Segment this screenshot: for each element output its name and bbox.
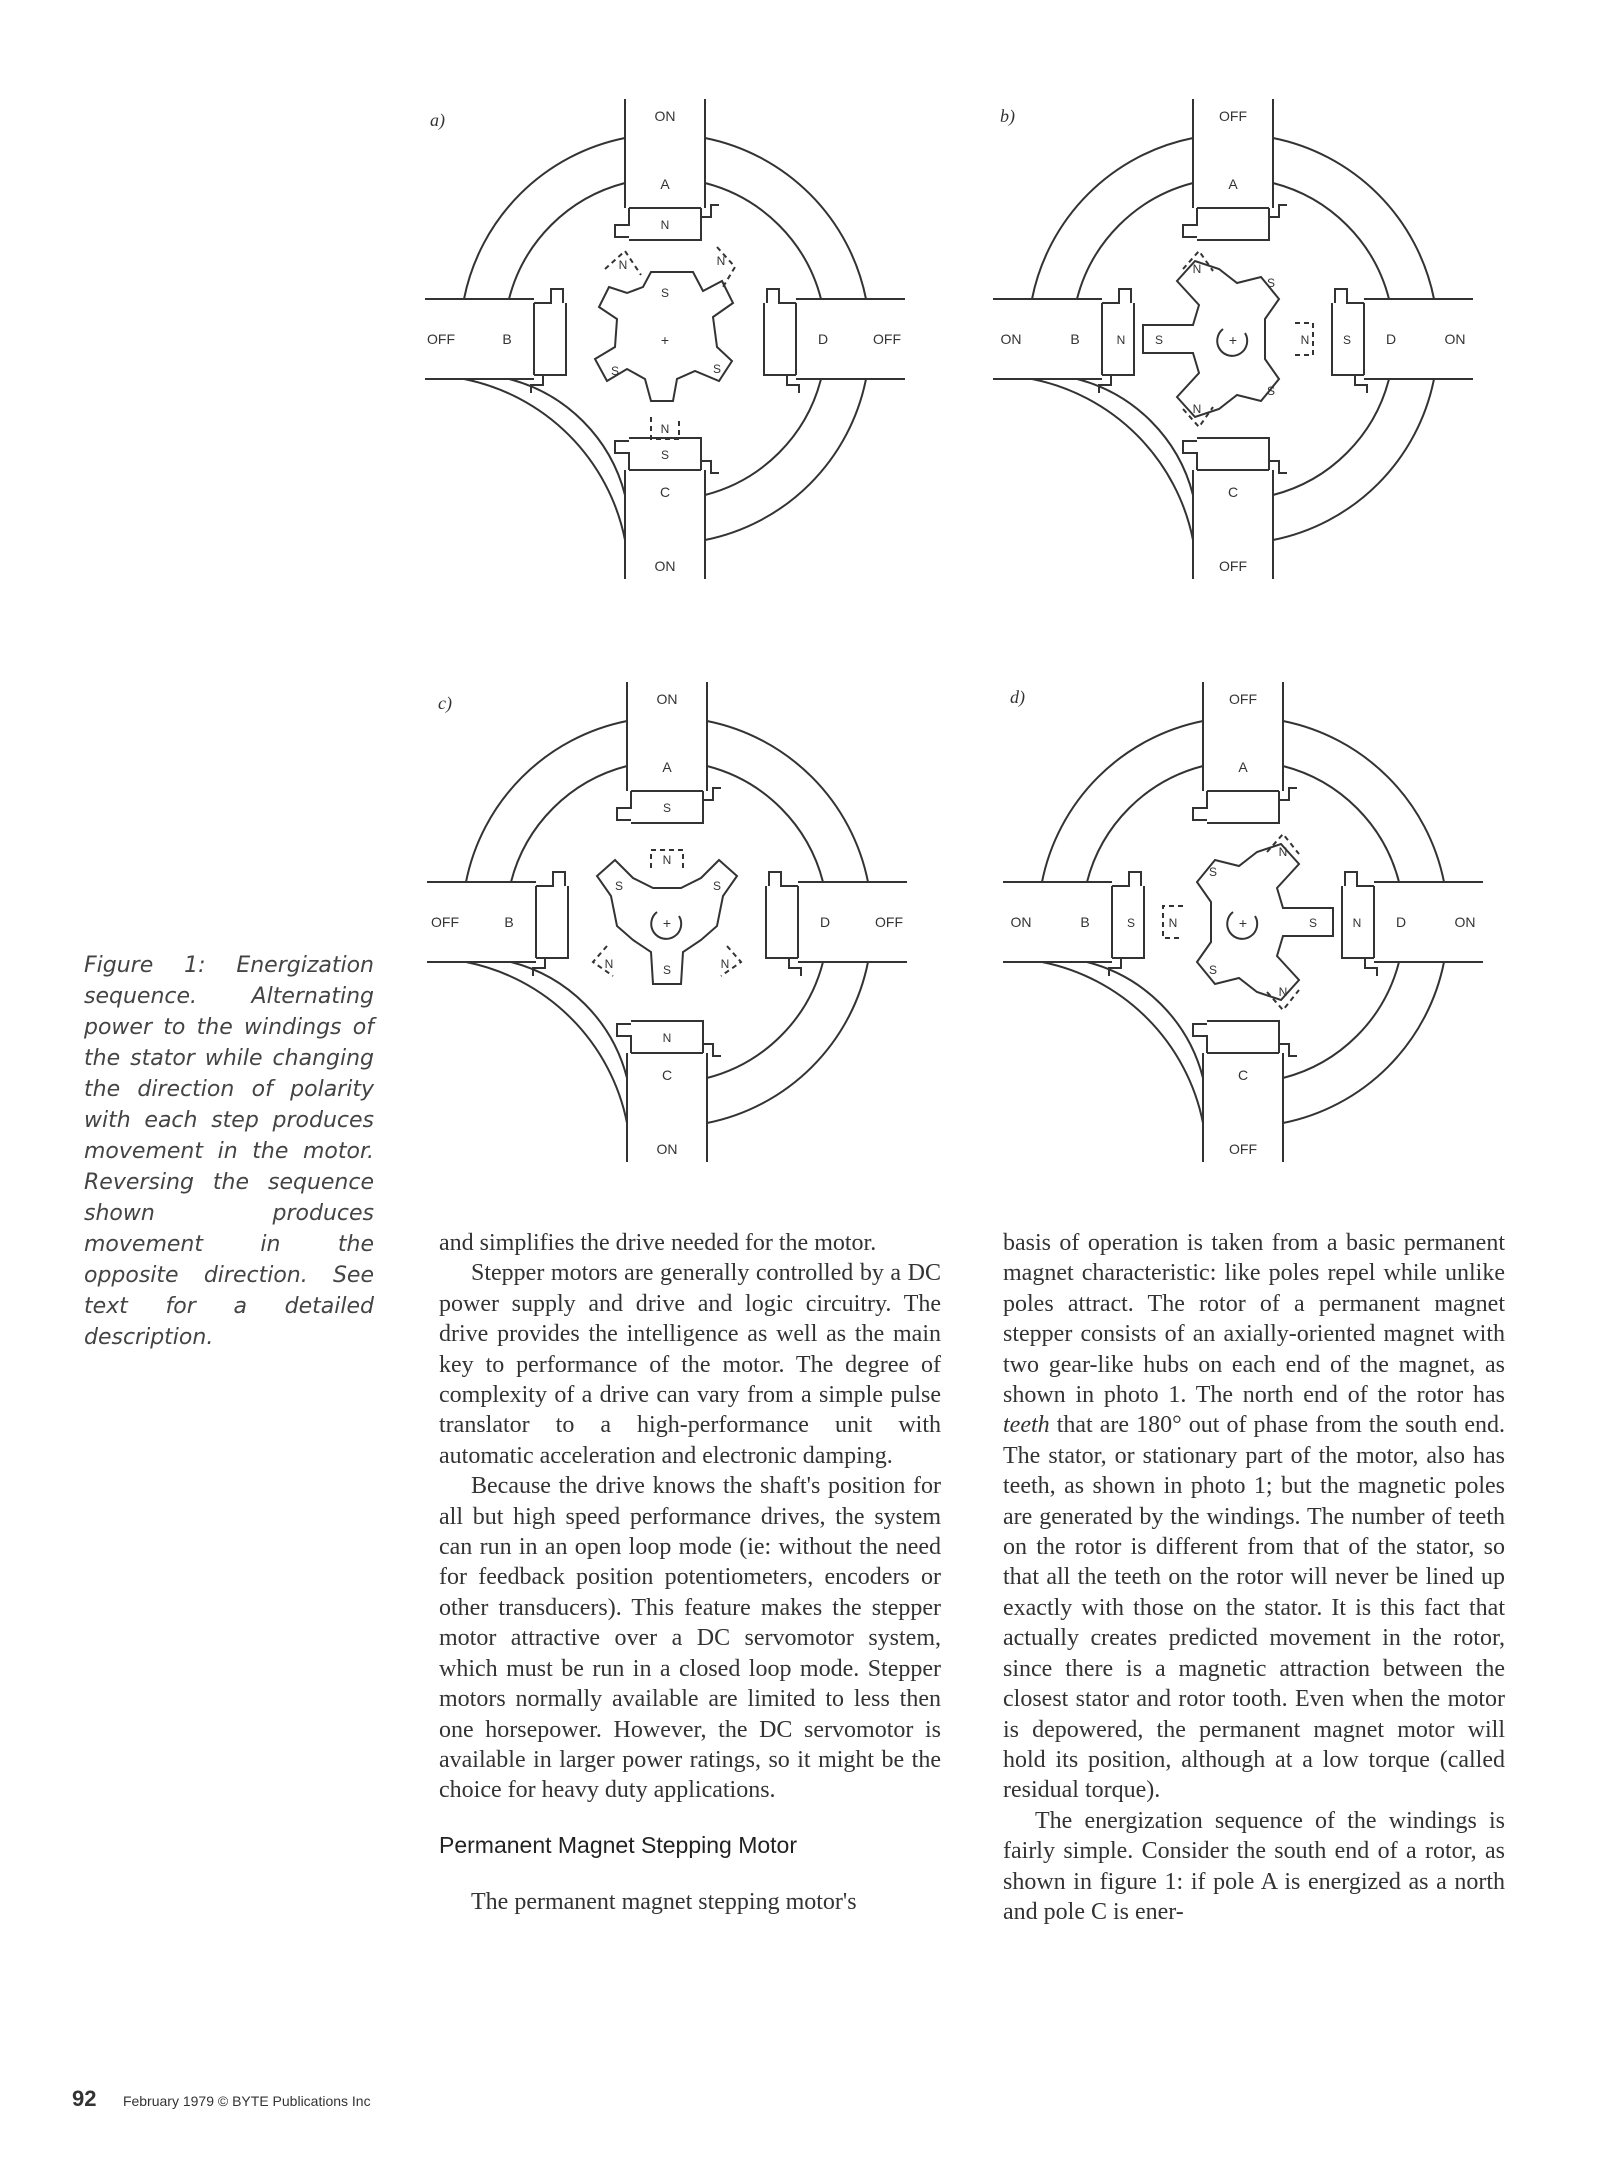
label-a-top: ON	[654, 108, 676, 124]
rotor-n-bottom: N	[1278, 985, 1288, 999]
pole-name-d: D	[819, 914, 831, 930]
rotor-left: S	[610, 364, 620, 378]
paragraph: The permanent magnet stepping motor's	[471, 1889, 857, 1916]
center-mark: +	[662, 915, 672, 931]
pole-name-b: B	[1080, 914, 1090, 930]
pole-name-a: A	[1228, 176, 1238, 192]
pole-name-b: B	[1070, 331, 1080, 347]
pole-polarity-c: N	[662, 1031, 672, 1045]
rotor-left: S	[1208, 963, 1218, 977]
figure-panel-a	[425, 99, 905, 579]
pole-name-a: A	[1238, 759, 1248, 775]
rotor-n-left: N	[604, 957, 614, 971]
panel-letter-a: a)	[430, 110, 445, 130]
pole-polarity-b: S	[1126, 916, 1136, 930]
paragraph: The energization sequence of the windings is fairly simple. Consider the south end of a rotor, as shown in figure 1: if pole A is energized as a north and pole C is ener-	[1003, 1807, 1505, 1925]
pole-polarity-a: N	[660, 218, 670, 232]
pole-name-b: B	[504, 914, 514, 930]
pole-name-c: C	[1227, 484, 1239, 500]
rotor-n-top-right: N	[716, 254, 726, 268]
label-b-left: OFF	[431, 914, 459, 930]
paragraph	[1003, 1228, 1505, 1806]
rotor-top: S	[614, 879, 624, 893]
pole-name-a: A	[662, 759, 672, 775]
rotor-top: S	[1208, 865, 1218, 879]
section-heading: Permanent Magnet Stepping Motor	[439, 1831, 797, 1858]
figure-panel-d	[1003, 682, 1483, 1162]
rotor-right: S	[1266, 384, 1276, 398]
pole-name-d: D	[1385, 331, 1397, 347]
pole-polarity-d: S	[1342, 333, 1352, 347]
label-b-left: ON	[1000, 331, 1022, 347]
label-a-top: ON	[656, 691, 678, 707]
rotor-right: S	[712, 879, 722, 893]
rotor-top: S	[660, 286, 670, 300]
pole-name-d: D	[817, 331, 829, 347]
page-number: 92	[72, 2086, 97, 2111]
label-c-bottom: ON	[656, 1141, 678, 1157]
rotor-top: S	[1266, 276, 1276, 290]
label-b-left: ON	[1010, 914, 1032, 930]
label-d-right: ON	[1444, 331, 1466, 347]
paragraph: and simplifies the drive needed for the motor.	[439, 1230, 877, 1256]
label-b-left: OFF	[427, 331, 455, 347]
rotor-n-top-left: N	[618, 258, 628, 272]
rotor-n-top: N	[662, 853, 672, 867]
pole-name-c: C	[1237, 1067, 1249, 1083]
rotor-right: S	[1308, 916, 1318, 930]
label-c-bottom: OFF	[1219, 558, 1247, 574]
center-mark: +	[1238, 915, 1248, 931]
copyright-line: February 1979 © BYTE Publications Inc	[122, 2093, 371, 2109]
rotor-left: S	[662, 963, 672, 977]
page-footer	[72, 2086, 371, 2112]
rotor-n-right: N	[1300, 333, 1310, 347]
paragraph-part: that are 180° out of phase from the south end. The stator, or stationary part of the motor, also has teeth, as shown in photo 1; but the magnetic poles are generated by the windings. The number of teeth on the rotor is different from that of the stator, so that all the teeth on the rotor will never be lined up exactly with those on the stator. It is this fact that actually creates predicted movement in the rotor, since there is a magnetic attraction between the closest stator and rotor tooth. Even when the motor is depowered, the permanent magnet motor will hold its position, although at a low torque (called residual torque).	[1003, 1412, 1505, 1804]
pole-name-c: C	[659, 484, 671, 500]
panel-letter-b: b)	[1000, 106, 1015, 126]
label-d-right: OFF	[875, 914, 903, 930]
center-mark: +	[660, 332, 670, 348]
text-column-left	[439, 1228, 941, 1918]
paragraph-part: basis of operation is taken from a basic permanent magnet characteristic: like poles repel while unlike poles attract. The rotor of a permanent magnet stepper consists of an axially-oriented magnet with two gear-like hubs on each end of the magnet, as shown in photo 1. The north end of the rotor has	[1003, 1230, 1505, 1409]
paragraph: Stepper motors are generally controlled by a DC power supply and drive and logic circuitry. The drive provides the intelligence as well as the main key to performance of the motor. The degree of complexity of a drive can vary from a simple pulse translator to a high-performance unit with automatic acceleration and electronic damping.	[439, 1260, 941, 1469]
label-a-top: OFF	[1219, 108, 1247, 124]
rotor-n-top: N	[1278, 845, 1288, 859]
pole-polarity-d: N	[1352, 916, 1362, 930]
rotor-n-bottom: N	[660, 422, 670, 436]
label-d-right: OFF	[873, 331, 901, 347]
figure-panel-c	[427, 682, 907, 1162]
text-column-right	[1003, 1228, 1505, 1927]
pole-polarity-a: S	[662, 801, 672, 815]
rotor-left: S	[1154, 333, 1164, 347]
rotor-right: S	[712, 362, 722, 376]
rotor-n-top-left: N	[1192, 262, 1202, 276]
panel-letter-c: c)	[438, 693, 452, 713]
rotor-n-right: N	[720, 957, 730, 971]
label-a-top: OFF	[1229, 691, 1257, 707]
figure-panel-b	[993, 99, 1473, 579]
panel-letter-d: d)	[1010, 687, 1025, 707]
label-c-bottom: OFF	[1229, 1141, 1257, 1157]
center-mark: +	[1228, 332, 1238, 348]
label-c-bottom: ON	[654, 558, 676, 574]
pole-name-d: D	[1395, 914, 1407, 930]
pole-name-a: A	[660, 176, 670, 192]
pole-name-c: C	[661, 1067, 673, 1083]
rotor-n-left: N	[1168, 916, 1178, 930]
pole-name-b: B	[502, 331, 512, 347]
rotor-n-bottom: N	[1192, 402, 1202, 416]
pole-polarity-b: N	[1116, 333, 1126, 347]
label-d-right: ON	[1454, 914, 1476, 930]
pole-polarity-c: S	[660, 448, 670, 462]
figure-caption: Figure 1: Energization sequence. Alternating power to the windings of the stator while changing the direction of polarity with each step produces movement in the motor. Reversing the sequence shown produces movement in the opposite direction. See text for a detailed description.	[84, 953, 374, 1350]
paragraph: Because the drive knows the shaft's position for all but high speed performance drives, the system can run in an open loop mode (ie: without the need for feedback position potentiometers, encoders or other transducers). This feature makes the stepper motor attractive over a DC servomotor system, which must be run in a closed loop mode. Stepper motors normally available are limited to less then one horsepower. However, the DC servomotor is available in larger power ratings, so it might be the choice for heavy duty applications.	[439, 1473, 941, 1804]
emphasis-teeth: teeth	[1003, 1412, 1050, 1439]
